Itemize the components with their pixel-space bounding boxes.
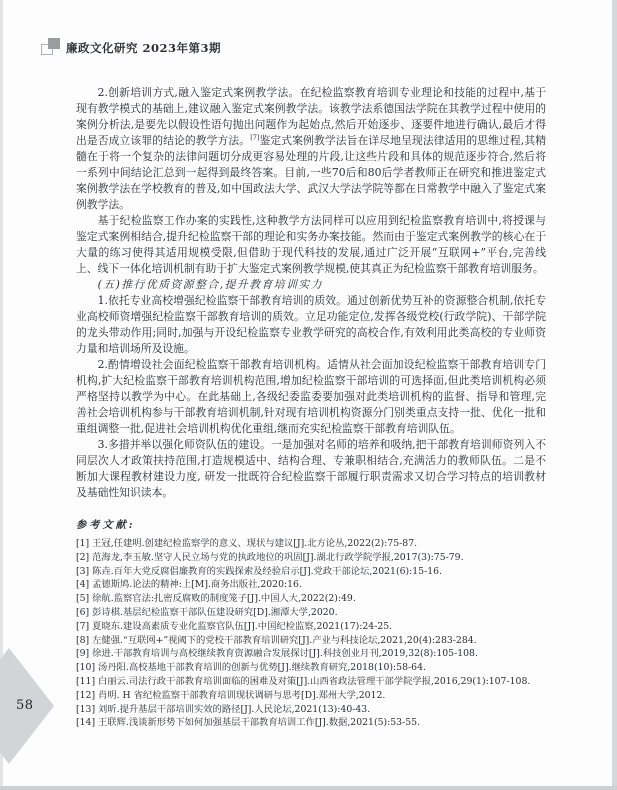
- filled-square: [48, 38, 60, 49]
- paragraph-text: 2.创新培训方式,融入鉴定式案例教学法。在纪检监察教育培训专业理论和技能的过程中,基于现有教学模式的基础上,建议融入鉴定式案例教学法。该教学法系德国法学院在其教学过程中使用的案例分析法,是要先以假设性语句抛出问题作为起始点,然后开始逐步、逐要件地进行确认,最后才得出是否成立该罪的结论的教学方法。: [76, 86, 546, 147]
- references-section: [76, 516, 546, 730]
- reference-item: [5] 徐航.监察官法:扎密反腐败的制度笼子[J].中国人大,2022(2):49.: [76, 593, 356, 605]
- reference-item: [9] 徐进.干部教育培训与高校继续教育资源融合发展探讨[J].科技创业月刊,2019,32(8):105-108.: [76, 648, 478, 660]
- paragraph: 3.多措并举以强化师资队伍的建设。一是加强对名师的培养和吸纳,把干部教育培训师资列入不同层次人才政策扶持范围,打造规模适中、结构合理、专兼职相结合,充满活力的教师队伍。二是不断加大课程教材建设力度, 研发一批既符合纪检监察干部履行职责需求又切合学习特点的培训教材及基础性知识读本。: [76, 438, 546, 499]
- scan-edge-right: [612, 0, 617, 790]
- reference-item: [1] 王冠,任建明.创建纪检监察学的意义、现状与建议[J].北方论丛,2022(2):75-87.: [76, 538, 418, 549]
- reference-item: [12] 肖明. H 省纪检监察干部教育培训现状调研与思考[D].郑州大学,2012.: [76, 689, 386, 701]
- reference-item: [6] 彭诗棋.基层纪检监察干部队伍建设研究[D].湘潭大学,2020.: [76, 606, 338, 618]
- reference-item: [3] 陈垚.百年大党反腐倡廉教育的实践探索及经验启示[J].党政干部论坛,2021(6):15-16.: [76, 565, 443, 577]
- section-heading: (五)推行优质资源整合,提升教育培训实力: [97, 278, 323, 291]
- page-number: 58: [16, 698, 34, 713]
- reference-item: [4] 孟德斯鸠.论法的精神:上[M].商务出版社,2020:16.: [76, 579, 302, 591]
- article-body: [76, 85, 546, 730]
- reference-item: [2] 范海龙,李玉敏.坚守人民立场与党的执政地位的巩固[J].湖北行政学院学报,2017(3):75-79.: [76, 551, 464, 563]
- paragraph: 基于纪检监察工作办案的实践性,这种教学方法同样可以应用到纪检监察教育培训中,将授课与鉴定式案例相结合,提升纪检监察干部的理论和实务办案技能。然而由于鉴定式案例教学的核心在于大量的练习使得其适用规模受限,但借助于现代科技的发展,通过广泛开展“互联网+”平台,完善线上、线下一体化培训机制有助于扩大鉴定式案例教学规模,使其真正为纪检监察干部教育培训服务。: [76, 214, 546, 275]
- paragraph: 2.酌情增设社会面纪检监察干部教育培训机构。适情从社会面加设纪检监察干部教育培训专门机构,扩大纪检监察干部教育培训机构范围,增加纪检监察干部培训的可选择面,但此类培训机构必须严格坚持以教学为中心。在此基础上,各级纪委监委要加强对此类培训机构的监督、指导和管理,完善社会培训机构参与干部教育培训机制,针对现有培训机构资源分门别类重点支持一批、优化一批和重组调整一批,促进社会培训机构优化重组,继而充实纪检监察干部教育培训队伍。: [76, 358, 546, 435]
- references-list: [76, 537, 546, 730]
- references-label: 参考文献:: [76, 519, 136, 531]
- reference-item: [7] 夏晓东.建设高素质专业化监察官队伍[J].中国纪检监察,2021(17):24-25.: [76, 620, 393, 632]
- reference-item: [10] 汤丹阳.高校基地干部教育培训的创新与优势[J].继续教育研究,2018(10):58-64.: [76, 662, 426, 674]
- overlapping-squares-icon: [40, 37, 62, 59]
- reference-item: [14] 王联辉.浅谈新形势下如何加强基层干部教育培训工作[J].数据,2021(5):53-55.: [76, 717, 421, 729]
- reference-item: [13] 刘昕.提升基层干部培训实效的路径[J].人民论坛,2021(13):40-43.: [76, 703, 371, 715]
- citation-superscript: [7]: [250, 133, 260, 142]
- reference-item: [8] 左健强.“互联网+”视阈下的党校干部教育培训研究[J].产业与科技论坛,2021,20(4):283-284.: [76, 634, 477, 646]
- journal-header: [40, 37, 221, 59]
- paragraph-text: 鉴定式案例教学法旨在详尽地呈现法律适用的思维过程,其精髓在于将一个复杂的法律问题切分成更容易处理的片段,让这些片段和具体的规范逐步符合,然后将一系列中间结论汇总到一起得到最终答案。目前,一些70后和80后学者教师正在研究和推进鉴定式案例教学法在学校教育的普及,如中国政法大学、武汉大学法学院等都在日常教学中融入了鉴定式案例教学法。: [76, 134, 547, 211]
- scan-edge-bottom: [0, 786, 617, 790]
- paragraph: [76, 85, 546, 213]
- journal-title: 廉政文化研究 2023年第3期: [66, 41, 222, 55]
- paragraph: 1.依托专业高校增强纪检监察干部教育培训的质效。通过创新优势互补的资源整合机制,依托专业高校师资增强纪检监察干部教育培训的质效。立足功能定位,发挥各级党校(行政学院)、干部学院的龙头带动作用;同时,加强与开设纪检监察专业教学研究的高校合作,有效利用此类高校的专业师资力量和培训场所及设施。: [76, 294, 546, 355]
- reference-item: [11] 白丽云.司法行政干部教育培训面临的困难及对策[J].山西省政法管理干部学院学报,2016,29(1):107-108.: [76, 675, 531, 687]
